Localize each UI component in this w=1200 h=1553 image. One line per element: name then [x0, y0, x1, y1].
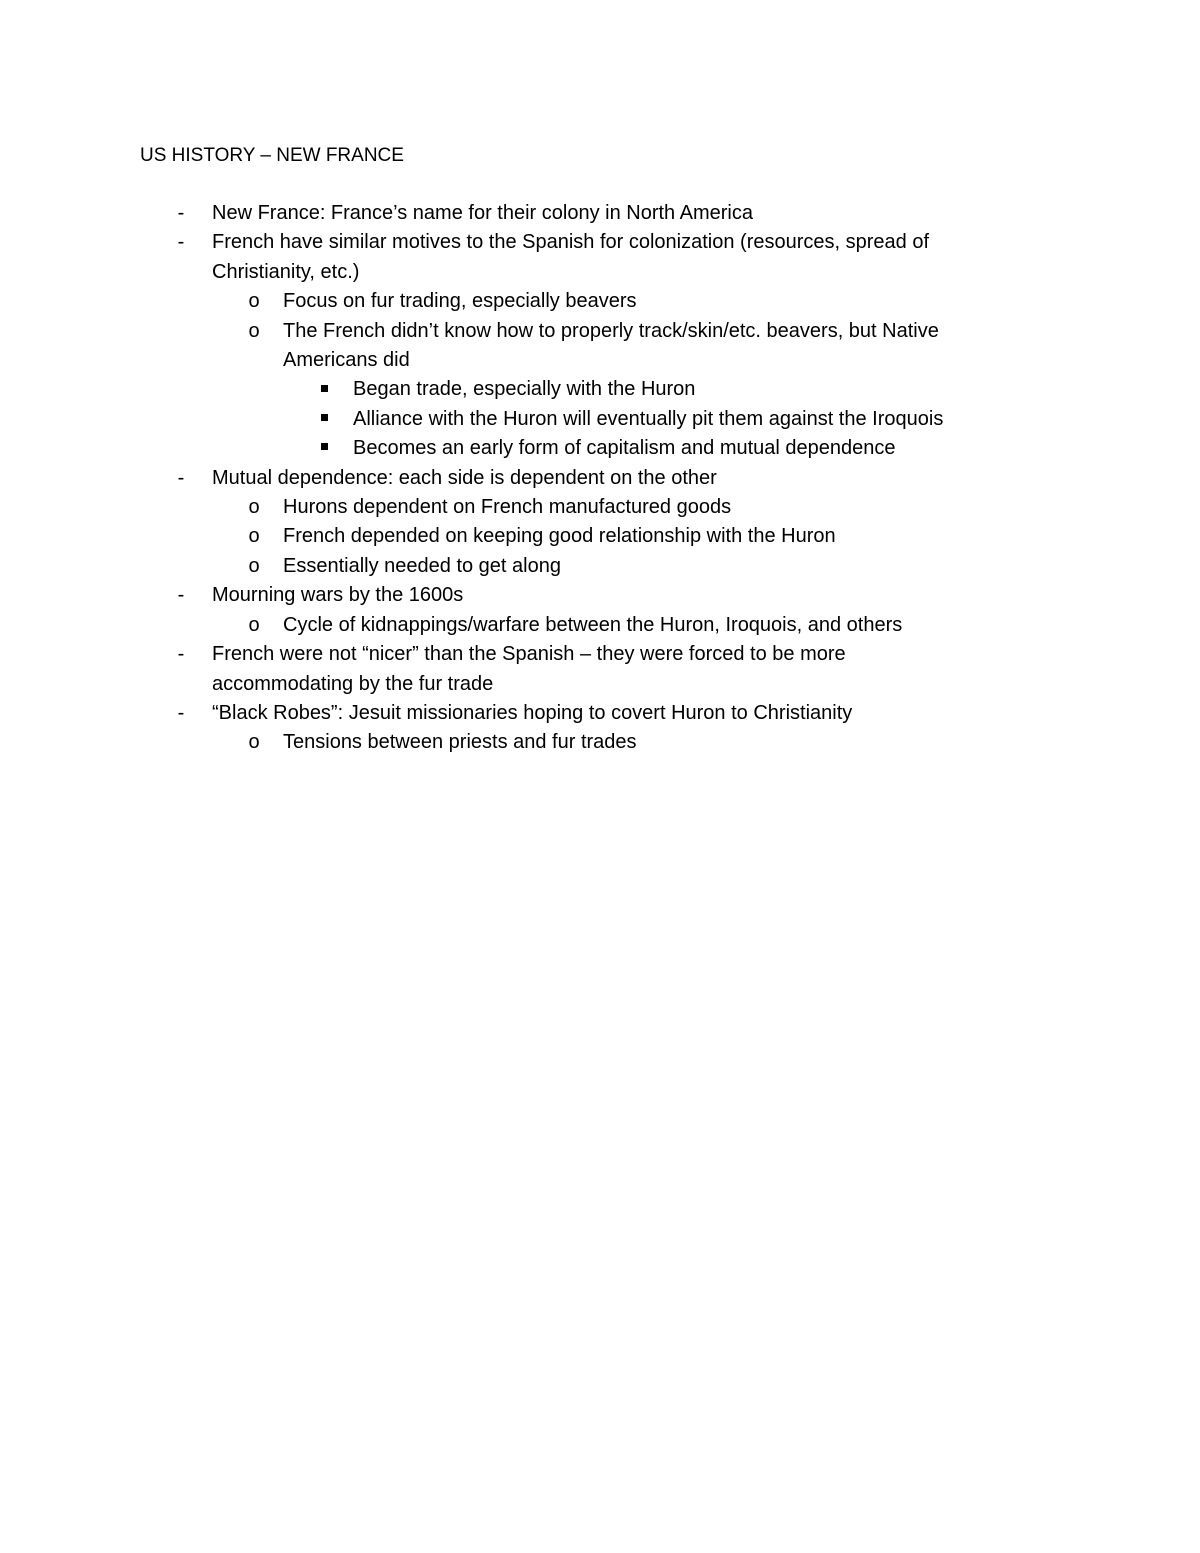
list-item [0, 552, 1200, 581]
circle-bullet: o [248, 290, 260, 313]
circle-bullet: o [248, 319, 260, 342]
list-item-text: Mutual dependence: each side is dependent on the other [212, 466, 717, 489]
list-item-text: Began trade, especially with the Huron [353, 378, 696, 401]
list-item [0, 375, 1200, 404]
circle-bullet: o [248, 525, 260, 548]
circle-bullet: o [248, 731, 260, 754]
list-item [0, 493, 1200, 522]
list-item-text: Hurons dependent on French manufactured goods [283, 496, 732, 519]
list-item [0, 611, 1200, 640]
list-item [0, 464, 1200, 493]
circle-bullet: o [248, 496, 260, 519]
dash-bullet: - [177, 643, 185, 666]
list-item-text: French depended on keeping good relationship with the Huron [283, 525, 836, 548]
circle-bullet: o [248, 613, 260, 636]
square-bullet-icon [316, 434, 332, 463]
list-item-text-continued: Christianity, etc.) [212, 260, 360, 283]
circle-bullet: o [248, 554, 260, 577]
list-item [0, 287, 1200, 316]
list-item [0, 228, 1200, 287]
dash-bullet: - [177, 202, 185, 224]
list-item [0, 699, 1200, 728]
square-bullet-icon [316, 405, 332, 434]
list-item-text: “Black Robes”: Jesuit missionaries hoping to covert Huron to Christianity [212, 701, 853, 724]
dash-bullet: - [177, 466, 185, 489]
list-item-text-continued: Americans did [283, 349, 410, 372]
list-item-text: Tensions between priests and fur trades [283, 731, 637, 754]
list-item [0, 405, 1200, 434]
dash-bullet: - [177, 584, 185, 607]
list-item-text: Focus on fur trading, especially beavers [283, 290, 637, 313]
notes-list [0, 199, 1200, 758]
list-item-text: The French didn’t know how to properly track/skin/etc. beavers, but Native [283, 319, 939, 342]
list-item-text: Essentially needed to get along [283, 554, 561, 577]
list-item [0, 522, 1200, 551]
list-item-text: Mourning wars by the 1600s [212, 584, 464, 607]
list-item-text: New France: France’s name for their colony in North America [212, 202, 753, 224]
list-item [0, 728, 1200, 757]
list-item-text-continued: accommodating by the fur trade [212, 672, 494, 695]
list-item-text: French have similar motives to the Spanish for colonization (resources, spread of [212, 231, 930, 254]
list-item-text: Becomes an early form of capitalism and mutual dependence [353, 437, 896, 460]
list-item-text: French were not “nicer” than the Spanish – they were forced to be more [212, 643, 846, 666]
list-item [0, 640, 1200, 699]
list-item-text: Cycle of kidnappings/warfare between the Huron, Iroquois, and others [283, 613, 903, 636]
square-bullet-icon [316, 375, 332, 404]
dash-bullet: - [177, 701, 185, 724]
document-title: US HISTORY – NEW FRANCE [140, 145, 404, 166]
dash-bullet: - [177, 231, 185, 254]
list-item [0, 581, 1200, 610]
list-item-text: Alliance with the Huron will eventually pit them against the Iroquois [353, 407, 944, 430]
list-item [0, 199, 1200, 228]
list-item [0, 317, 1200, 376]
list-item [0, 434, 1200, 463]
